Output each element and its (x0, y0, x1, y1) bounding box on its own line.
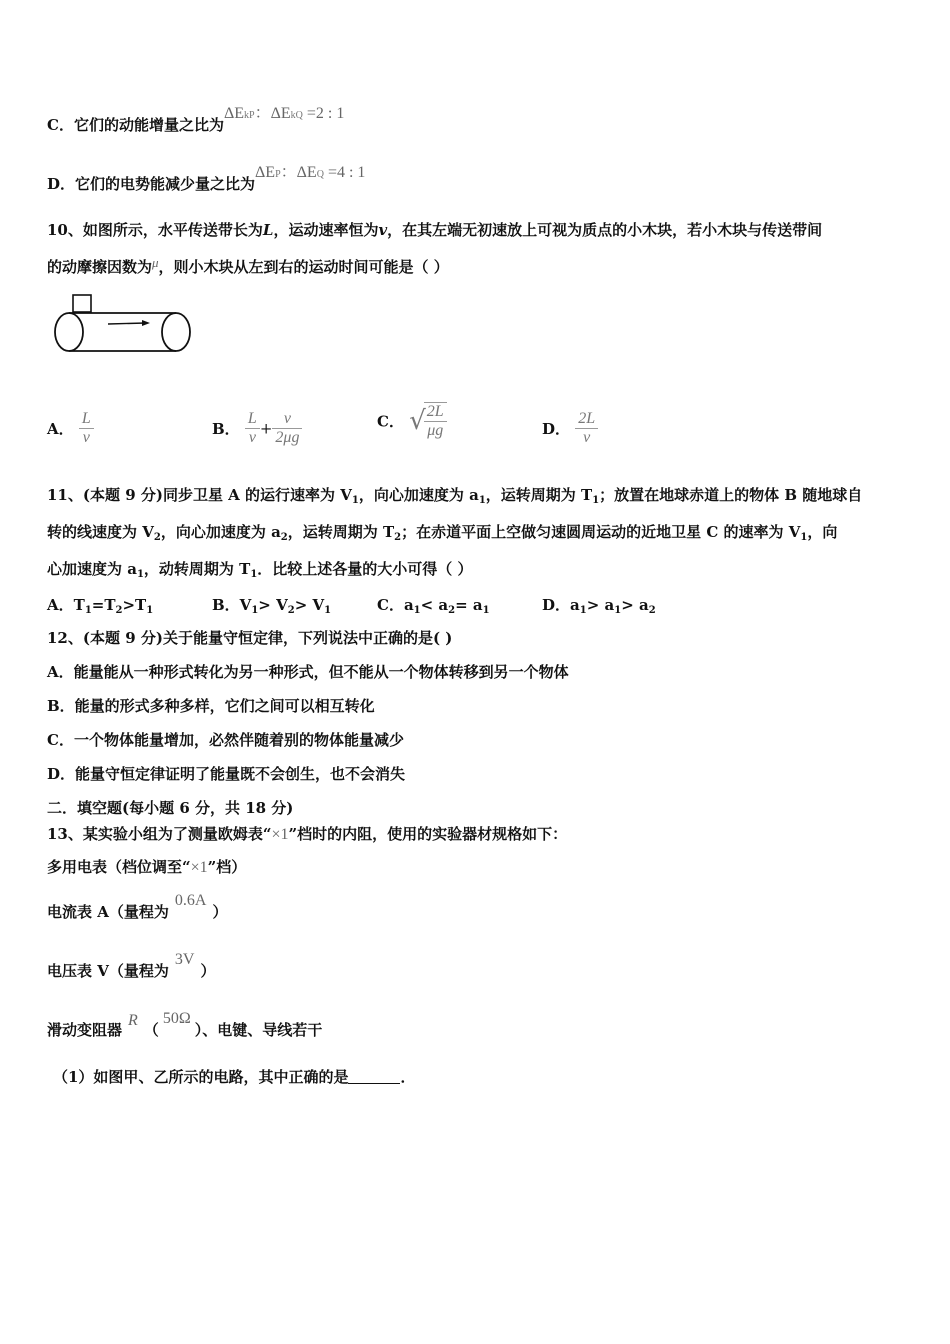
wood-block (73, 295, 91, 312)
q13-stem: 13、某实验小组为了测量欧姆表“×1”档时的内阻，使用的实验器材规格如下： (47, 825, 568, 843)
q10-option-b: B． $\frac{L}{v}$ + $\frac{v}{2\mu g}$ (212, 410, 302, 447)
q12-option-a: A．能量能从一种形式转化为另一种形式，但不能从一个物体转移到另一个物体 (47, 663, 569, 681)
q13-part1: （1）如图甲、乙所示的电路，其中正确的是 ． (53, 1068, 416, 1086)
q13-multimeter: 多用电表（档位调至“×1”档） (47, 858, 247, 876)
belt-direction-arrow (108, 323, 146, 324)
q10-option-c: C． √ $\frac{2L}{\mu g}$ (377, 402, 447, 440)
q12-option-b: B．能量的形式多种多样，它们之间可以相互转化 (47, 697, 375, 715)
q11-option-a: A．$T_1=T_2>T_1$ (47, 596, 154, 616)
q9-option-d (47, 164, 366, 197)
right-roller (162, 313, 190, 351)
q10-stem-line2: 的动摩擦因数为μ，则小木块从左到右的运动时间可能是（ ） (47, 255, 449, 276)
q9-option-c (47, 105, 345, 138)
q9-option-d-formula: ΔEP：ΔEQ =4 : 1 (255, 164, 366, 181)
q13-rheostat: 滑动变阻器R（50Ω）、电键、导线若干 (47, 1010, 323, 1039)
conveyor-belt-figure (50, 292, 195, 354)
q11-stem-line3: 心加速度为 $a_1$，动转周期为 $T_1$．比较上述各量的大小可得（ ） (47, 560, 473, 580)
q10-option-a: A． $\frac{L}{v}$ (47, 410, 94, 447)
section-heading-fill-in: 二．填空题(每小题 6 分，共 18 分) (47, 799, 294, 817)
answer-blank[interactable] (348, 1069, 400, 1084)
q11-option-b: B．$V_1> V_2> V_1$ (212, 596, 332, 616)
q9-option-c-text: C．它们的动能增量之比为 (47, 116, 224, 134)
q12-option-c: C．一个物体能量增加，必然伴随着别的物体能量减少 (47, 731, 404, 749)
q13-ammeter: 电流表 A（量程为0.6A） (47, 892, 228, 921)
q11-stem-line2: 转的线速度为 $V_2$，向心加速度为 $a_2$，运转周期为 $T_2$；在赤道平面上空做匀速圆周运动的近地卫星 C 的速率为 $V_1$，向 (47, 523, 838, 543)
q13-voltmeter: 电压表 V（量程为3V） (47, 951, 216, 980)
q9-option-c-formula: ΔEkP：ΔEkQ =2 : 1 (223, 105, 345, 122)
q10-option-d: D． $\frac{2L}{v}$ (542, 410, 598, 447)
q11-option-c: C．$a_1< a_2= a_1$ (377, 596, 490, 616)
left-roller (55, 313, 83, 351)
q12-option-d: D．能量守恒定律证明了能量既不会创生，也不会消失 (47, 765, 406, 783)
q12-stem: 12、(本题 9 分)关于能量守恒定律，下列说法中正确的是( ) (47, 629, 453, 647)
q9-option-d-text: D．它们的电势能减少量之比为 (47, 175, 256, 193)
q11-stem-line1: 11、(本题 9 分)同步卫星 A 的运行速率为 $V_1$，向心加速度为 $a_1$，运转周期为 $T_1$；放置在地球赤道上的物体 B 随地球自 (47, 486, 863, 506)
q10-stem-line1: 10、如图所示，水平传送带长为L，运动速率恒为v，在其左端无初速放上可视为质点的小木块，若小木块与传送带间 (47, 221, 823, 239)
q11-option-d: D．$a_1> a_1> a_2$ (542, 596, 656, 616)
